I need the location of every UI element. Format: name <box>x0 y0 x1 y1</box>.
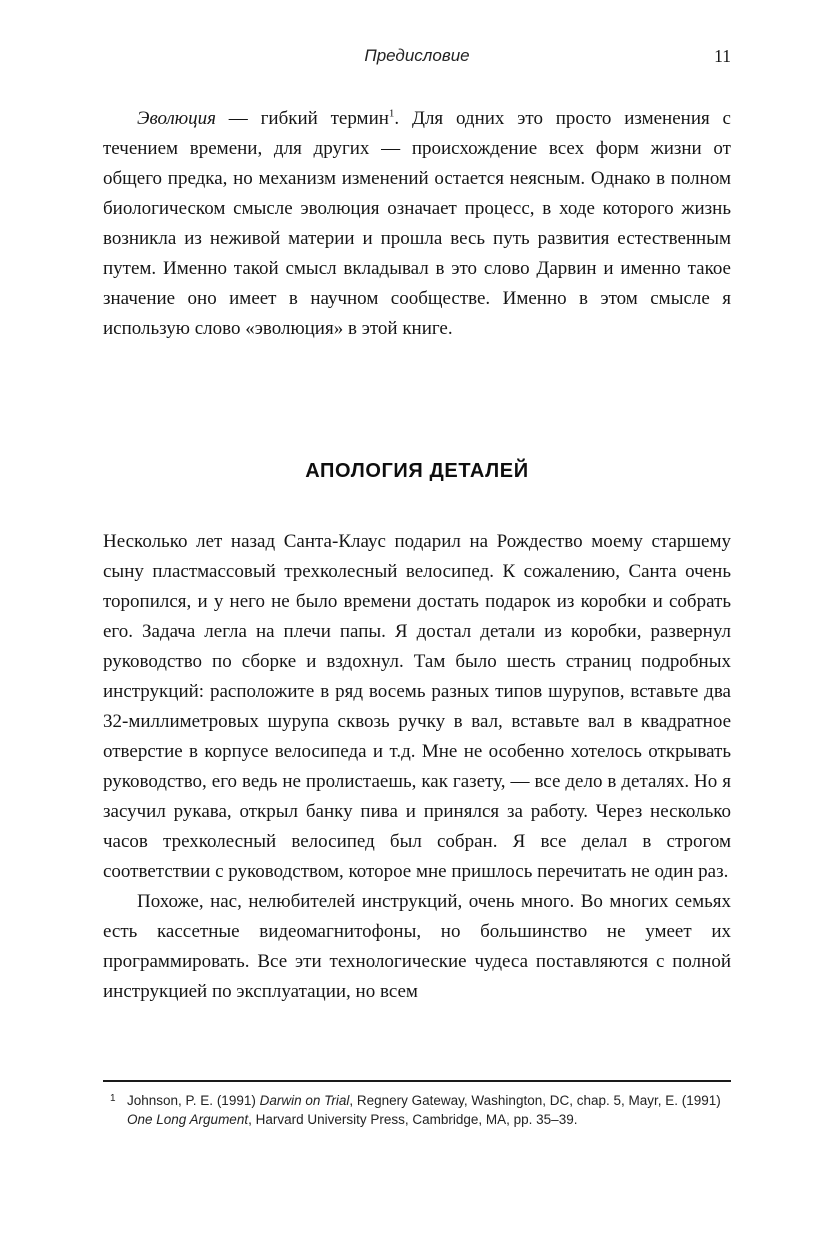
footnote-text: Johnson, P. E. (1991) <box>127 1093 260 1108</box>
footnote-text: , Regnery Gateway, Washington, DC, chap. 5, Mayr, E. (1991) <box>349 1093 721 1108</box>
paragraph-tricycle: Несколько лет назад Санта-Клаус подарил на Рождество моему старшему сыну пластмассовый трехколесный велосипед. К сожалению, Санта очень торопился, и у него не было времени достать подарок из коробки и собрать его. Задача легла на плечи папы. Я достал детали из коробки, развернул руководство по сборке и вздохнул. Там было шесть страниц подробных инструкций: расположите в ряд восемь разных типов шурупов, вставьте два 32-миллиметровых шурупа сквозь ручку в вал, вставьте вал в квадратное отверстие в корпусе велосипеда и т.д. Мне не особенно хотелось открывать руководство, его ведь не пролистаешь, как газету, — все дело в деталях. Но я засучил рукава, открыл банку пива и принялся за работу. Через несколько часов трехколесный велосипед был собран. Я все делал в строгом соответствии с руководством, которое мне пришлось перечитать не один раз. <box>103 531 731 882</box>
body-text <box>103 527 731 1007</box>
running-head-title: Предисловие <box>364 46 470 65</box>
footnote-reference: 1 <box>388 107 395 120</box>
paragraph-evolution-rest: . Для одних это просто изменения с течением времени, для других — происхождение всех форм жизни от общего предка, но механизм изменений остается неясным. Однако в полном биологическом смысле эволюция означает процесс, в ходе которого жизнь возникла из неживой материи и прошла весь путь развития естественным путем. Именно такой смысл вкладывал в это слово Дарвин и именно такое значение оно имеет в научном сообществе. Именно в этом смысле я использую слово «эволюция» в этой книге. <box>103 108 731 339</box>
lead-word-italic: Эволюция <box>137 108 216 129</box>
footnote-book-title: One Long Argument <box>127 1112 249 1127</box>
footnote-divider <box>103 1080 731 1082</box>
section-heading: АПОЛОГИЯ ДЕТАЛЕЙ <box>305 460 529 482</box>
footnote-area <box>103 1080 731 1129</box>
page-number: 11 <box>714 46 731 66</box>
footnote-text: , Harvard University Press, Cambridge, MA, pp. 35–39. <box>248 1112 578 1127</box>
paragraph-evolution <box>103 104 731 344</box>
paragraph-instructions: Похоже, нас, нелюбителей инструкций, очень много. Во многих семьях есть кассетные видеомагнитофоны, но большинство не умеет их программировать. Все эти технологические чудеса поставляются с полной инструкцией по эксплуатации, но всем <box>103 891 731 1002</box>
footnote-marker: 1 <box>110 1093 116 1104</box>
running-head <box>103 46 731 70</box>
paragraph-evolution-text: — гибкий термин <box>215 108 389 129</box>
footnote-book-title: Darwin on Trial <box>259 1093 350 1108</box>
footnote <box>103 1091 731 1129</box>
